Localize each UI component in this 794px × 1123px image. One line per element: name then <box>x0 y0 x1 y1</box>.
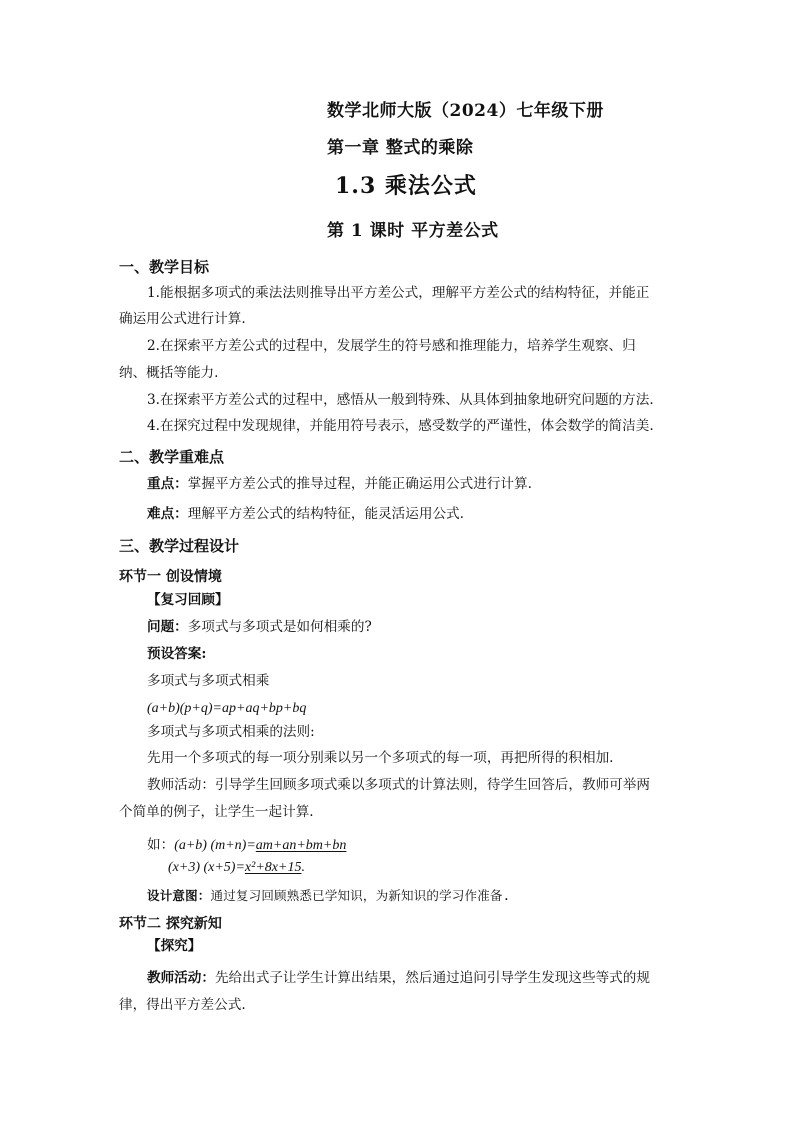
teacher-activity-2-label: 教师活动： <box>147 970 215 986</box>
poly-formula-rhs: ap+aq+bp+bq <box>222 701 307 716</box>
focus-text: 掌握平方差公式的推导过程，并能正确运用公式进行计算. <box>187 476 532 492</box>
goal-1-line-2: 确运用公式进行计算. <box>119 311 246 327</box>
focus-line <box>147 478 532 492</box>
key-points-heading: 二、教学重难点 <box>119 448 225 466</box>
rule-text: 先用一个多项式的每一项分别乘以另一个多项式的每一项，再把所得的积相加. <box>147 750 614 766</box>
question-line <box>147 621 372 635</box>
difficulty-text: 理解平方差公式的结构特征，能灵活运用公式. <box>187 506 464 522</box>
design-label: 设计意图： <box>147 888 211 903</box>
teacher-activity-2-text: 先给出式子让学生计算出结果，然后通过追问引导学生发现这些等式的规 <box>214 970 650 986</box>
design-intent <box>147 886 510 904</box>
poly-formula-lhs: (a+b)(p+q)= <box>147 701 222 716</box>
example-2 <box>168 860 305 876</box>
example-2-lhs: (x+3) (x+5)= <box>168 860 245 875</box>
example-1-rhs: am+an+bm+bn <box>255 838 347 853</box>
answer-label: 预设答案: <box>147 646 207 662</box>
example-2-end: . <box>301 860 305 875</box>
stage2-title: 环节二 探究新知 <box>119 916 222 932</box>
stage1-title: 环节一 创设情境 <box>119 569 222 585</box>
goals-heading: 一、教学目标 <box>119 258 210 276</box>
design-text: 通过复习回顾熟悉已学知识，为新知识的学习作准备. <box>210 888 511 903</box>
goal-3: 3.在探索平方差公式的过程中，感悟从一般到特殊、从具体到抽象地研究问题的方法. <box>147 392 654 408</box>
rule-title: 多项式与多项式相乘的法则: <box>147 724 315 740</box>
chapter-title: 第一章 整式的乘除 <box>327 138 474 158</box>
goal-2-line-2: 纳、概括等能力. <box>119 365 219 381</box>
teacher-activity-2-line-2: 律，得出平方差公式. <box>119 997 246 1013</box>
example-label: 如： <box>147 837 175 853</box>
difficulty-label: 难点： <box>147 506 188 522</box>
goal-1-line-1: 1.能根据多项式的乘法法则推导出平方差公式，理解平方差公式的结构特征，并能正 <box>147 285 650 301</box>
teacher-activity-1-line-2: 个简单的例子，让学生一起计算. <box>119 804 314 820</box>
teacher-activity-2-line-1 <box>147 972 650 986</box>
goal-2-line-1: 2.在探索平方差公式的过程中，发展学生的符号感和推理能力，培养学生观察、归 <box>147 338 636 354</box>
example-2-rhs: x²+8x+15 <box>244 860 302 875</box>
difficulty-line <box>147 508 464 522</box>
review-label: 【复习回顾】 <box>147 592 229 608</box>
question-label: 问题： <box>147 619 188 635</box>
book-title: 数学北师大版（2024）七年级下册 <box>327 101 604 121</box>
focus-label: 重点： <box>147 476 188 492</box>
lesson-title: 第 1 课时 平方差公式 <box>327 221 499 241</box>
process-heading: 三、教学过程设计 <box>119 537 240 555</box>
poly-line: 多项式与多项式相乘 <box>147 673 270 689</box>
example-1-lhs: (a+b) (m+n)= <box>174 838 256 853</box>
explore-label: 【探究】 <box>147 938 202 954</box>
goal-4: 4.在探究过程中发现规律，并能用符号表示，感受数学的严谨性，体会数学的简洁美. <box>147 418 654 434</box>
question-text: 多项式与多项式是如何相乘的? <box>187 619 372 635</box>
teacher-activity-1-line-1: 教师活动：引导学生回顾多项式乘以多项式的计算法则，待学生回答后，教师可举两 <box>147 777 650 793</box>
poly-formula <box>147 701 306 717</box>
example-1 <box>147 834 346 854</box>
section-title: 1.3 乘法公式 <box>335 173 477 199</box>
